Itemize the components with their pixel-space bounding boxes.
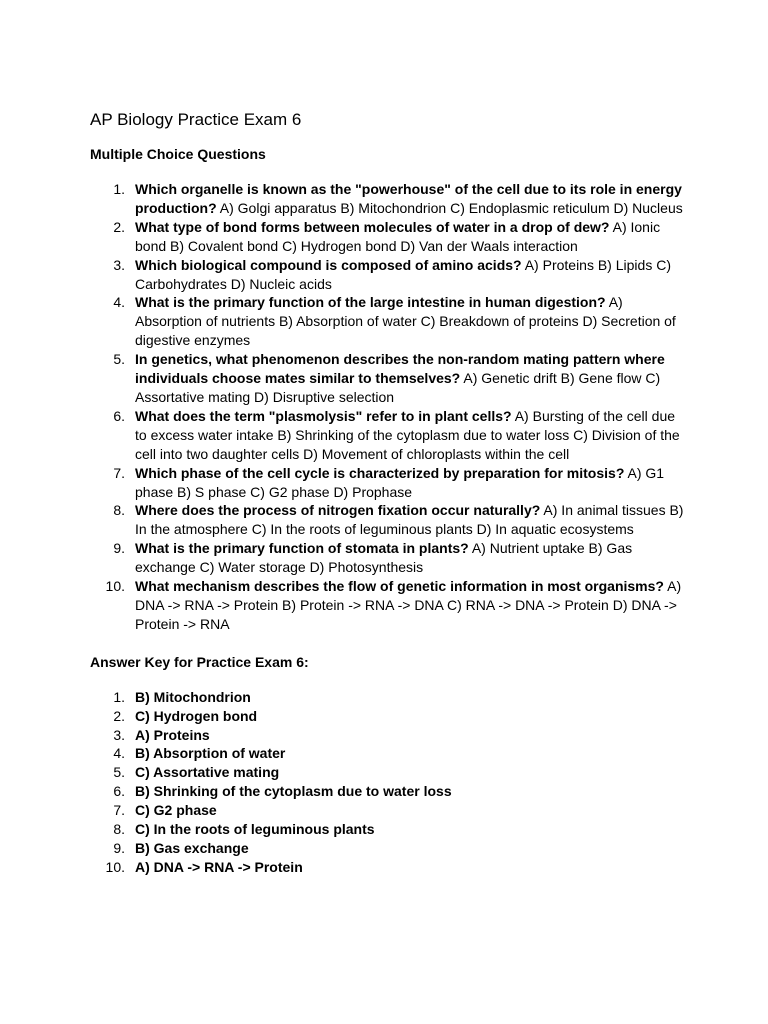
- answer-item: [90, 744, 688, 763]
- question-text: What is the primary function of the large intestine in human digestion?: [135, 294, 606, 311]
- question-item: [90, 407, 688, 464]
- question-text: What type of bond forms between molecules of water in a drop of dew?: [135, 218, 610, 235]
- question-number: 5.: [113, 351, 125, 368]
- question-number: 2.: [113, 218, 125, 235]
- answer-text: A) Proteins: [135, 726, 210, 743]
- answer-number: 6.: [113, 783, 125, 800]
- answer-key-heading: Answer Key for Practice Exam 6:: [90, 653, 309, 670]
- question-text: Where does the process of nitrogen fixation occur naturally?: [135, 502, 541, 519]
- question-number: 4.: [113, 294, 125, 311]
- question-text: What is the primary function of stomata in plants?: [135, 540, 469, 557]
- answer-item: [90, 801, 688, 820]
- question-text: Which biological compound is composed of amino acids?: [135, 256, 522, 273]
- question-options: A) In animal tissues B) In the atmosphere C) In the roots of leguminous plants D) In aquatic ecosystems: [135, 502, 684, 538]
- answer-text: C) Hydrogen bond: [135, 707, 258, 724]
- answer-item: [90, 707, 688, 726]
- question-number: 3.: [113, 256, 125, 273]
- question-item: [90, 464, 688, 502]
- answer-text: B) Shrinking of the cytoplasm due to water loss: [135, 783, 452, 800]
- answer-item: [90, 782, 688, 801]
- answer-item: [90, 726, 688, 745]
- question-options: A) Nutrient uptake B) Gas exchange C) Water storage D) Photosynthesis: [135, 540, 633, 576]
- answer-text: C) G2 phase: [135, 802, 217, 819]
- question-text: What does the term "plasmolysis" refer to in plant cells?: [135, 407, 512, 424]
- question-options: A) Absorption of nutrients B) Absorption of water C) Breakdown of proteins D) Secretion of digestive enzymes: [135, 294, 676, 349]
- answer-number: 8.: [113, 821, 125, 838]
- question-text: What mechanism describes the flow of genetic information in most organisms?: [135, 578, 664, 595]
- answer-text: B) Mitochondrion: [135, 688, 251, 705]
- question-number: 1.: [113, 181, 125, 197]
- answer-number: 9.: [113, 840, 125, 856]
- question-item: [90, 350, 688, 407]
- answer-number: 7.: [113, 802, 125, 819]
- question-item: [90, 577, 688, 634]
- answer-text: A) DNA -> RNA -> Protein: [135, 858, 303, 875]
- question-item: [90, 180, 688, 218]
- question-options: A) Bursting of the cell due to excess water intake B) Shrinking of the cytoplasm due to water loss C) Division of the cell into two daughter cells D) Movement of chloroplasts within the cell: [135, 407, 680, 462]
- question-number: 6.: [113, 407, 125, 424]
- answer-number: 10.: [105, 858, 125, 875]
- question-options: A) Genetic drift B) Gene flow C) Assortative mating D) Disruptive selection: [135, 370, 661, 405]
- question-options: A) Proteins B) Lipids C) Carbohydrates D) Nucleic acids: [135, 256, 671, 292]
- answer-number: 5.: [113, 764, 125, 781]
- question-item: [90, 539, 688, 577]
- question-item: [90, 501, 688, 539]
- answer-text: B) Gas exchange: [135, 840, 249, 856]
- question-item: [90, 256, 688, 294]
- question-text: In genetics, what phenomenon describes the non-random mating pattern where individuals choose mates similar to themselves?: [135, 351, 665, 387]
- question-options: A) DNA -> RNA -> Protein B) Protein -> RNA -> DNA C) RNA -> DNA -> Protein D) DNA -> Protein -> RNA: [135, 578, 682, 632]
- answer-number: 3.: [113, 726, 125, 743]
- question-number: 8.: [113, 502, 125, 519]
- question-options: A) Ionic bond B) Covalent bond C) Hydrogen bond D) Van der Waals interaction: [135, 218, 661, 254]
- answer-number: 1.: [113, 688, 125, 705]
- question-options: A) G1 phase B) S phase C) G2 phase D) Prophase: [135, 464, 665, 500]
- answer-item: [90, 858, 688, 877]
- answer-item: [90, 839, 688, 858]
- page-title: AP Biology Practice Exam 6: [90, 110, 302, 129]
- question-options: A) Golgi apparatus B) Mitochondrion C) Endoplasmic reticulum D) Nucleus: [216, 199, 683, 216]
- answer-text: C) Assortative mating: [135, 764, 280, 781]
- question-number: 10.: [105, 578, 125, 595]
- answer-item: [90, 688, 688, 707]
- answer-list: [90, 688, 688, 877]
- answer-text: C) In the roots of leguminous plants: [135, 821, 375, 838]
- question-number: 7.: [113, 464, 125, 481]
- mcq-heading: Multiple Choice Questions: [90, 146, 266, 162]
- answer-item: [90, 820, 688, 839]
- answer-item: [90, 763, 688, 782]
- answer-number: 4.: [113, 745, 125, 762]
- question-item: [90, 218, 688, 256]
- question-list: [90, 180, 688, 634]
- answer-text: B) Absorption of water: [135, 745, 286, 762]
- question-item: [90, 293, 688, 350]
- question-text: Which phase of the cell cycle is characterized by preparation for mitosis?: [135, 464, 625, 481]
- question-text: Which organelle is known as the "powerhouse" of the cell due to its role in energy production?: [135, 181, 682, 216]
- question-number: 9.: [113, 540, 125, 557]
- answer-number: 2.: [113, 707, 125, 724]
